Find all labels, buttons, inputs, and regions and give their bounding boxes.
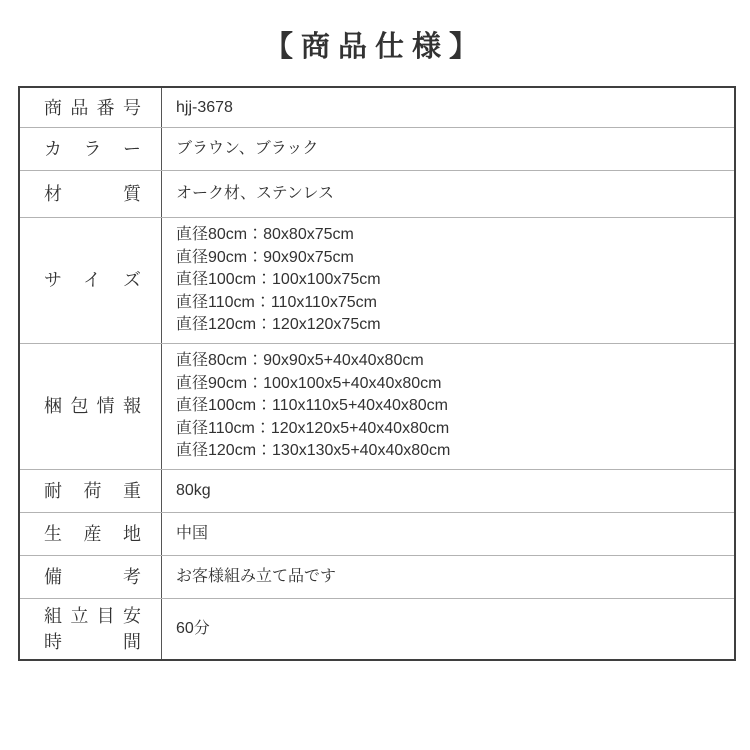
packing-value-line: 直径110cm：120x120x5+40x40x80cm [176, 419, 450, 437]
packing-value-line: 直径100cm：110x110x5+40x40x80cm [176, 397, 449, 415]
remarks-label-cell [20, 556, 162, 598]
remarks-value-cell [162, 556, 734, 598]
page-title: 【商品仕様】 [263, 31, 486, 63]
production-country-label-cell [20, 513, 162, 555]
spec-row-size [20, 218, 734, 344]
spec-row-material [20, 171, 734, 218]
packing-value-line: 直径80cm：90x90x5+40x40x80cm [176, 351, 424, 369]
size-value-line: 直径90cm：90x90x75cm [176, 248, 354, 266]
packing-value-line: 直径120cm：130x130x5+40x40x80cm [176, 442, 451, 460]
material-label-cell [20, 171, 162, 217]
spec-table [18, 86, 736, 661]
packing-value-line: 直径90cm：100x100x5+40x40x80cm [176, 374, 442, 392]
spec-row-color [20, 128, 734, 171]
color-value: ブラウン、ブラック [176, 140, 319, 157]
size-label-cell [20, 218, 162, 343]
item-number-value-cell [162, 88, 734, 127]
remarks-label: 備考 [44, 566, 141, 587]
load-capacity-label: 耐荷重 [44, 480, 141, 501]
item-number-label: 商品番号 [44, 97, 141, 118]
spec-row-assembly-time [20, 599, 734, 659]
size-value-line: 直径120cm：120x120x75cm [176, 316, 381, 334]
size-value-line: 直径100cm：100x100x75cm [176, 271, 381, 289]
size-value-line: 直径110cm：110x110x75cm [176, 293, 377, 311]
material-label: 材質 [44, 184, 141, 204]
production-country-value-cell [162, 513, 734, 555]
spec-row-packing [20, 344, 734, 470]
size-label: サイズ [44, 270, 141, 291]
load-capacity-value: 80kg [176, 481, 211, 499]
packing-value-cell [162, 344, 734, 469]
production-country-value: 中国 [176, 524, 209, 542]
spec-row-remarks [20, 556, 734, 599]
spec-row-item-number [20, 88, 734, 128]
assembly-time-label-line2: 時間 [44, 631, 141, 652]
load-capacity-value-cell [162, 470, 734, 512]
item-number-value: hjj-3678 [176, 98, 233, 116]
packing-label: 梱包情報 [44, 396, 141, 417]
color-label: カラー [44, 139, 141, 159]
color-label-cell [20, 128, 162, 170]
packing-label-cell [20, 344, 162, 469]
material-value: オーク材、ステンレス [176, 185, 335, 202]
production-country-label: 生産地 [44, 523, 141, 544]
size-value-cell [162, 218, 734, 343]
material-value-cell [162, 171, 734, 217]
color-value-cell [162, 128, 734, 170]
load-capacity-label-cell [20, 470, 162, 512]
item-number-label-cell [20, 88, 162, 127]
assembly-time-label-line1: 組立目安 [44, 605, 141, 626]
assembly-time-label-cell [20, 599, 162, 659]
remarks-value: お客様組み立て品です [176, 567, 337, 585]
spec-row-production-country [20, 513, 734, 556]
assembly-time-value: 60分 [176, 619, 210, 637]
size-value-line: 直径80cm：80x80x75cm [176, 226, 354, 243]
spec-row-load-capacity [20, 470, 734, 513]
assembly-time-value-cell [162, 599, 734, 659]
